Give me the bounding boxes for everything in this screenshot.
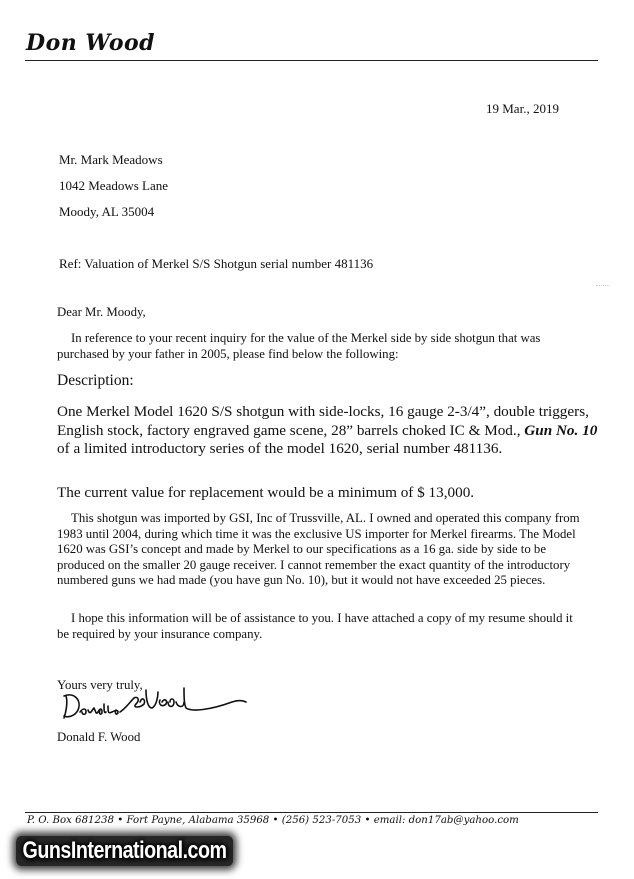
description-part-2: of a limited introductory series of the model 1620, serial number 481136. [57,440,503,457]
description-part-1: One Merkel Model 1620 S/S shotgun with side-locks, 16 gauge 2-3/4”, double triggers, English stock, factory engraved game scene, 28” barrels choked IC & Mod., [57,403,589,439]
letterhead-name: Don Wood [26,30,156,56]
closing-phrase: Yours very truly, [57,678,143,692]
description-heading: Description: [57,372,134,389]
signature-stroke-d [64,695,79,718]
gun-number-emphasis: Gun No. 10 [524,421,598,439]
letterhead-divider [25,60,598,61]
signature-stroke-f [120,697,145,712]
description-paragraph [57,403,607,459]
reference-line: Ref: Valuation of Merkel S/S Shotgun serial number 481136 [59,256,374,271]
scan-speck [596,285,610,286]
signer-name: Donald F. Wood [57,730,141,744]
recipient-street: 1042 Meadows Lane [59,178,169,193]
value-statement: The current value for replacement would be a minimum of $ 13,000. [57,484,475,501]
footer-divider [25,812,598,813]
closing-paragraph: I hope this information will be of assistance to you. I have attached a copy of my resume should it be required by your insurance company. [57,611,573,641]
watermark-logo: GunsInternational.com [16,836,233,866]
recipient-name: Mr. Mark Meadows [59,152,163,167]
salutation: Dear Mr. Moody, [57,305,146,319]
history-paragraph: This shotgun was imported by GSI, Inc of Trussville, AL. I owned and operated this company from 1983 until 2004, during which time it was the exclusive US importer for Merkel firearms. The Model 1620 was GSI’s concept and made by Merkel to our specifications as a 16 ga. side by side to be produced on the smaller 20 gauge receiver. I cannot remember the exact quantity of the introductory numbered guns we had made (you have gun No. 10), but it would not have exceeded 25 pieces. [57,511,580,587]
footer-contact: P. O. Box 681238 • Fort Payne, Alabama 35968 • (256) 523-7053 • email: don17ab@yahoo.com [27,815,519,826]
recipient-city: Moody, AL 35004 [59,204,155,219]
intro-paragraph: In reference to your recent inquiry for the value of the Merkel side by side shotgun that was purchased by your father in 2005, please find below the following: [57,331,541,361]
signature-stroke-wood [146,688,246,710]
letter-date: 19 Mar., 2019 [486,101,559,116]
signature-stroke-onald [80,704,118,714]
handwritten-signature [60,682,250,724]
